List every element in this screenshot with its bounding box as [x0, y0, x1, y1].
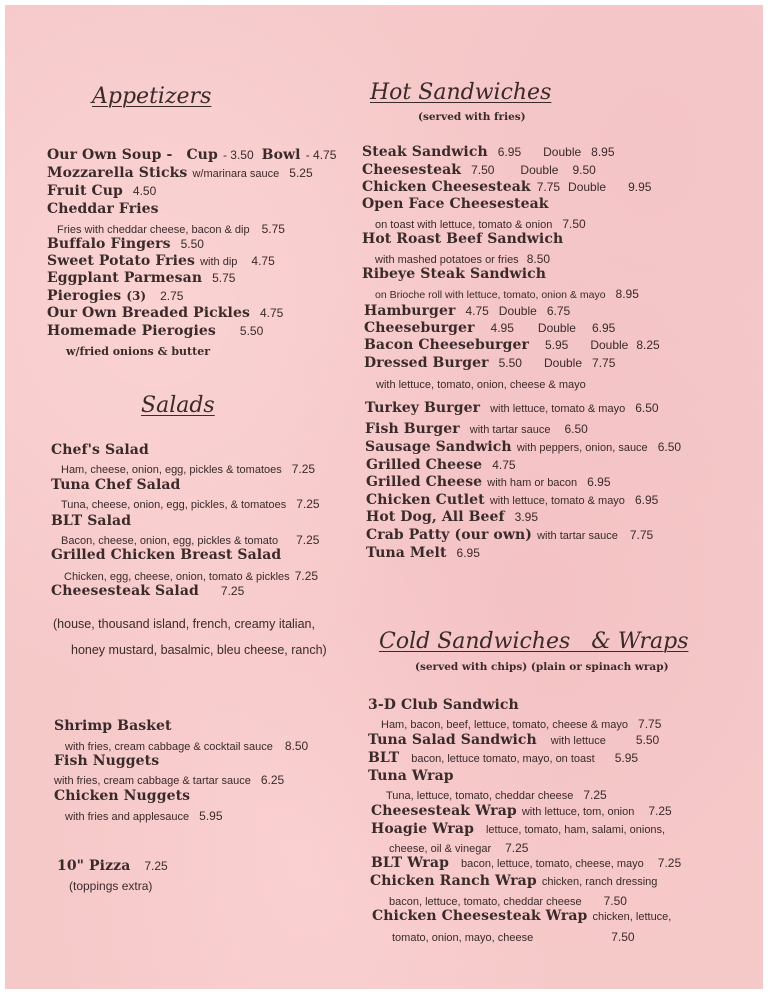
- item-price: 7.25: [657, 856, 682, 870]
- menu-item: [366, 524, 653, 543]
- menu-item: [51, 474, 180, 493]
- section-title-salads: Salads: [141, 393, 215, 418]
- item-desc: w/fried onions & butter: [66, 345, 210, 358]
- item-name: Hot Roast Beef Sandwich: [362, 231, 564, 247]
- item-price: 4.95: [490, 321, 514, 335]
- cup-label: Cup: [186, 147, 218, 163]
- item-name: Fruit Cup: [47, 183, 123, 199]
- menu-item: [365, 397, 659, 416]
- section-subtitle: (served with fries): [418, 111, 526, 123]
- menu-item: [362, 228, 563, 247]
- menu-item: [51, 439, 149, 458]
- menu-item: [47, 180, 156, 199]
- item-price: 5.50: [239, 324, 264, 338]
- item-name: Mozzarella Sticks: [47, 165, 188, 181]
- item-desc-line: [69, 875, 152, 894]
- menu-item: [364, 334, 660, 353]
- item-price: 7.75: [638, 717, 662, 731]
- item-price: 2.75: [160, 289, 184, 303]
- item-name: Grilled Cheese: [366, 457, 483, 473]
- item-price: 7.25: [294, 569, 319, 583]
- item-price: 6.50: [564, 422, 588, 436]
- item-price: 7.25: [505, 841, 529, 855]
- section-title-appetizers: Appetizers: [92, 84, 212, 109]
- item-desc: on toast with lettuce, tomato & onion: [375, 219, 553, 231]
- menu-item: [368, 765, 454, 784]
- dressing-options: honey mustard, basalmic, bleu cheese, ranch): [71, 643, 327, 657]
- item-desc: with tartar sauce: [469, 424, 551, 436]
- cup-price: - 3.50: [222, 148, 254, 162]
- menu-item: [370, 870, 657, 889]
- section-title-hot-sandwiches: Hot Sandwiches: [370, 80, 552, 105]
- item-desc: with ham or bacon: [487, 477, 578, 489]
- menu-item: [362, 141, 615, 160]
- item-desc: Bacon, cheese, onion, egg, pickles & tomato: [61, 535, 279, 547]
- item-price: 7.25: [144, 859, 168, 873]
- item-name: Tuna Wrap: [368, 768, 454, 784]
- item-name: Shrimp Basket: [54, 718, 172, 734]
- item-price: 5.95: [544, 338, 569, 352]
- double-label: Double: [520, 163, 559, 177]
- item-name: Grilled Chicken Breast Salad: [51, 547, 282, 563]
- item-desc: chicken, lettuce,: [592, 911, 672, 923]
- item-name: Bacon Cheeseburger: [364, 337, 529, 353]
- item-desc: with lettuce, tomato & mayo: [490, 403, 626, 415]
- item-name: 10" Pizza: [57, 858, 131, 874]
- menu-item: [362, 193, 549, 212]
- item-desc: Fries with cheddar cheese, bacon & dip: [57, 224, 250, 236]
- double-label: Double: [543, 145, 582, 159]
- menu-item: [368, 694, 519, 713]
- menu-item: [47, 320, 263, 339]
- item-name: Sweet Potato Fries: [47, 253, 196, 269]
- item-name: Cheesesteak: [362, 162, 462, 178]
- item-desc: w/marinara sauce: [192, 168, 280, 180]
- item-price: 6.50: [657, 440, 682, 454]
- item-desc: with fries, cream cabbage & tartar sauce: [54, 775, 251, 787]
- menu-item: [47, 144, 336, 163]
- item-desc: with tartar sauce: [537, 530, 618, 542]
- menu-item: [366, 506, 538, 525]
- item-name: BLT: [368, 750, 400, 766]
- item-desc: cheese, oil & vinegar: [389, 843, 492, 855]
- item-desc: chicken, ranch dressing: [541, 876, 658, 888]
- double-price: 7.75: [592, 356, 616, 370]
- menu-item: [54, 750, 159, 769]
- item-price: 5.50: [635, 733, 660, 747]
- item-price: 4.75: [492, 458, 516, 472]
- menu-item: [365, 418, 588, 437]
- item-name: Hamburger: [364, 303, 456, 319]
- item-desc: with fries and applesauce: [65, 811, 190, 823]
- item-desc: with peppers, onion, sauce: [516, 442, 648, 454]
- item-desc: Ham, bacon, beef, lettuce, tomato, cheese & mayo: [381, 719, 629, 731]
- item-desc-line: [66, 340, 210, 359]
- item-price: 5.95: [614, 751, 639, 765]
- item-desc: Ham, cheese, onion, egg, pickles & tomatoes: [61, 464, 282, 476]
- menu-item: [366, 471, 611, 490]
- item-name: Sausage Sandwich: [365, 439, 512, 455]
- double-label: Double: [537, 321, 576, 335]
- menu-item: [366, 542, 480, 561]
- item-price: 6.50: [635, 401, 659, 415]
- item-name: Eggplant Parmesan: [47, 270, 203, 286]
- item-price: 3.95: [514, 510, 539, 524]
- item-price: 8.95: [615, 287, 639, 301]
- section-subtitle: (served with chips) (plain or spinach wrap): [415, 661, 669, 673]
- item-price: 5.25: [289, 166, 313, 180]
- dressing-options: (house, thousand island, french, creamy italian,: [53, 617, 315, 631]
- item-name: Tuna Melt: [366, 545, 447, 561]
- menu-item: [368, 729, 659, 748]
- item-name: Tuna Salad Sandwich: [368, 732, 537, 748]
- item-name: Chicken Cutlet: [366, 492, 485, 508]
- item-desc: Tuna, cheese, onion, egg, pickles, & tomatoes: [61, 499, 287, 511]
- item-name: Buffalo Fingers: [47, 236, 171, 252]
- item-price: 7.25: [220, 584, 245, 598]
- menu-item: [47, 267, 235, 286]
- item-name: BLT Wrap: [371, 855, 449, 871]
- item-name: Our Own Breaded Pickles: [47, 305, 250, 321]
- item-price: 5.75: [212, 271, 236, 285]
- menu-item: [54, 715, 172, 734]
- item-price: 8.50: [284, 739, 309, 753]
- item-price: 6.95: [497, 145, 522, 159]
- item-name: Hot Dog, All Beef: [366, 509, 505, 525]
- item-price: 7.25: [296, 533, 320, 547]
- item-desc: with lettuce: [550, 735, 606, 747]
- item-desc: tomato, onion, mayo, cheese: [392, 932, 534, 944]
- double-price: 8.95: [591, 145, 615, 159]
- menu-item: [47, 162, 313, 181]
- item-price: 4.75: [259, 306, 284, 320]
- double-price: 6.95: [591, 321, 616, 335]
- menu-item: [54, 785, 190, 804]
- menu-item: [51, 580, 244, 599]
- double-label: Double: [543, 356, 583, 370]
- item-price: 4.75: [251, 254, 275, 268]
- item-desc: lettuce, tomato, ham, salami, onions,: [485, 824, 666, 836]
- item-desc: with lettuce, tomato & mayo: [489, 495, 625, 507]
- item-desc: bacon, lettuce tomato, mayo, on toast: [411, 753, 595, 765]
- item-price: 8.50: [526, 252, 551, 266]
- item-price: 7.25: [648, 804, 672, 818]
- item-desc-line: [65, 805, 223, 824]
- item-price: 7.50: [603, 894, 627, 908]
- item-name: Chicken Cheesesteak: [362, 179, 531, 195]
- menu-item: [362, 263, 546, 282]
- item-price: 6.95: [456, 546, 480, 560]
- double-label: Double: [590, 338, 629, 352]
- item-qty: (3): [126, 289, 147, 303]
- item-price: 5.75: [261, 222, 285, 236]
- menu-item: [371, 800, 672, 819]
- item-name: Cheddar Fries: [47, 201, 159, 217]
- item-name: Cheesesteak Salad: [51, 583, 199, 599]
- item-name: Fish Nuggets: [54, 753, 160, 769]
- item-name: Chicken Cheesesteak Wrap: [372, 908, 588, 924]
- item-name: Crab Patty (our own): [366, 527, 533, 543]
- item-name: Chicken Ranch Wrap: [370, 873, 537, 889]
- item-name: Fish Burger: [365, 421, 460, 437]
- item-desc: Chicken, egg, cheese, onion, tomato & pickles: [64, 571, 290, 583]
- menu-item: [51, 544, 281, 563]
- item-desc: on Brioche roll with lettuce, tomato, onion & mayo: [375, 289, 606, 301]
- double-price: 9.50: [572, 163, 596, 177]
- section-title-cold-sandwiches-wraps: Cold Sandwiches & Wraps: [379, 629, 689, 654]
- item-name: Hoagie Wrap: [371, 821, 474, 837]
- item-price: 7.25: [296, 497, 320, 511]
- menu-item: [368, 747, 638, 766]
- double-price: 6.75: [546, 304, 571, 318]
- item-desc: with mashed potatoes or fries: [375, 254, 519, 266]
- item-price: 5.95: [199, 809, 223, 823]
- item-desc-line: [376, 373, 586, 392]
- menu-item: [371, 818, 665, 837]
- item-name: BLT Salad: [51, 513, 132, 529]
- menu-item: [372, 905, 671, 924]
- item-price: 7.25: [583, 788, 607, 802]
- item-desc: with dip: [200, 256, 238, 268]
- item-name: Grilled Cheese: [366, 474, 483, 490]
- item-price: 7.75: [536, 180, 561, 194]
- item-desc: Tuna, lettuce, tomato, cheddar cheese: [386, 790, 574, 802]
- item-price: 6.95: [634, 493, 659, 507]
- item-desc: bacon, lettuce, tomato, cheddar cheese: [389, 896, 582, 908]
- item-price: 7.25: [291, 462, 316, 476]
- item-name: Our Own Soup -: [47, 147, 173, 163]
- bowl-label: Bowl: [261, 147, 301, 163]
- item-price: 5.50: [498, 356, 522, 370]
- item-desc: (toppings extra): [69, 879, 153, 893]
- item-name: Ribeye Steak Sandwich: [362, 266, 547, 282]
- menu-item: [365, 436, 681, 455]
- item-price: 6.95: [587, 475, 611, 489]
- item-name: Chicken Nuggets: [54, 788, 191, 804]
- item-price: 5.50: [180, 237, 204, 251]
- item-desc-line: [392, 926, 635, 945]
- bowl-price: - 4.75: [305, 148, 337, 162]
- item-price: 7.50: [562, 217, 586, 231]
- double-price: 9.95: [628, 180, 652, 194]
- item-desc: with lettuce, tomato, onion, cheese & mayo: [376, 379, 586, 391]
- item-name: Chef's Salad: [51, 442, 149, 458]
- double-label: Double: [498, 304, 537, 318]
- item-desc: with lettuce, tom, onion: [521, 806, 635, 818]
- menu-item: [57, 855, 168, 874]
- item-desc: with fries, cream cabbage & cocktail sauce: [65, 741, 273, 753]
- double-label: Double: [568, 180, 607, 194]
- item-price: 7.75: [629, 528, 654, 542]
- item-name: Steak Sandwich: [362, 144, 488, 160]
- item-name: Tuna Chef Salad: [51, 477, 181, 493]
- item-desc: bacon, lettuce, tomato, cheese, mayo: [460, 858, 644, 870]
- item-name: Pierogies: [47, 288, 122, 304]
- item-name: Dressed Burger: [364, 355, 489, 371]
- item-name: Homemade Pierogies: [47, 323, 216, 339]
- double-price: 8.25: [636, 338, 660, 352]
- menu-item: [364, 352, 615, 371]
- item-price: 7.50: [611, 930, 635, 944]
- item-price: 4.50: [132, 184, 157, 198]
- menu-item: [371, 852, 681, 871]
- menu-item: [51, 510, 131, 529]
- item-price: 7.50: [471, 163, 495, 177]
- menu-item: [47, 302, 283, 321]
- menu-item: [47, 198, 159, 217]
- item-name: Cheeseburger: [364, 320, 475, 336]
- item-name: 3-D Club Sandwich: [368, 697, 519, 713]
- item-price: 4.75: [465, 304, 489, 318]
- item-name: Open Face Cheesesteak: [362, 196, 549, 212]
- item-name: Turkey Burger: [365, 400, 481, 416]
- item-price: 6.25: [260, 773, 285, 787]
- item-name: Cheesesteak Wrap: [371, 803, 517, 819]
